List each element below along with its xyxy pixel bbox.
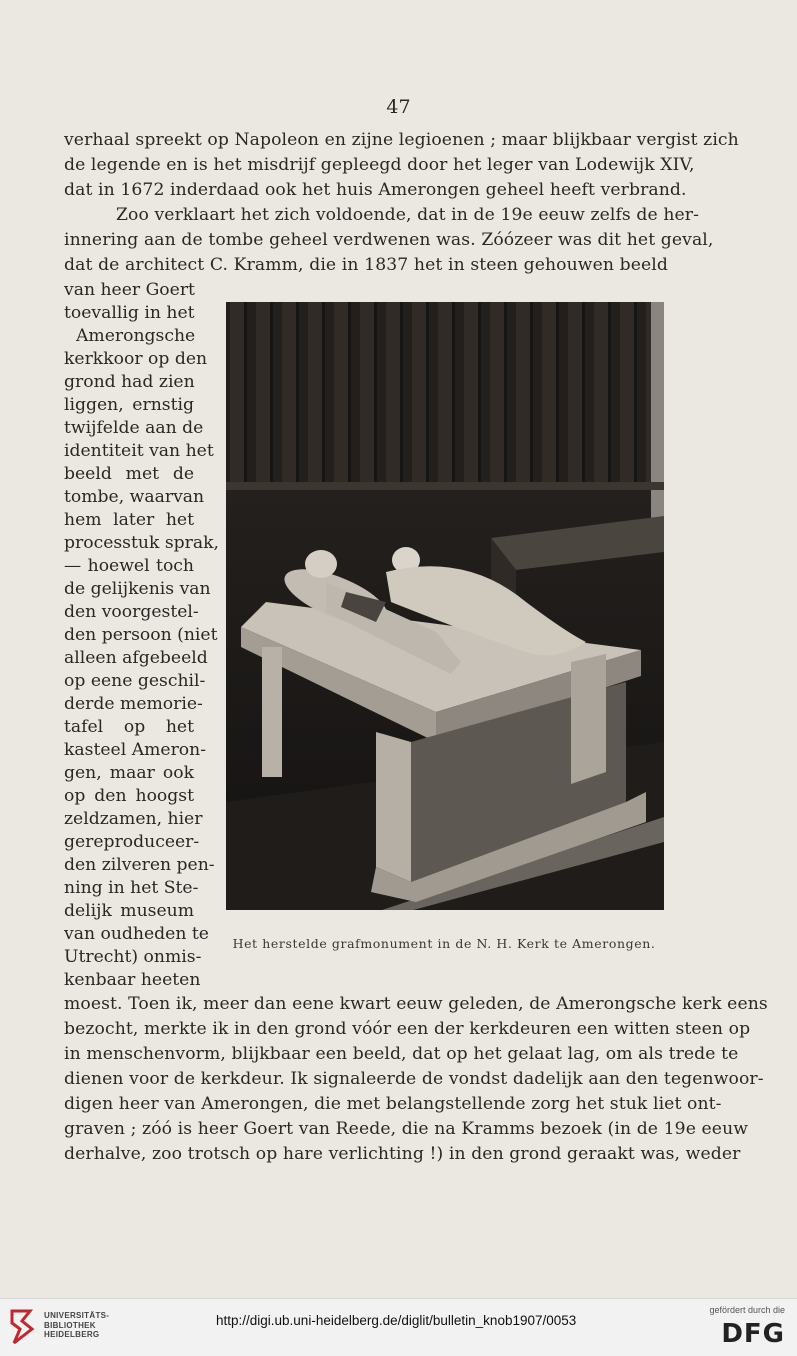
library-name-line: UNIVERSITÄTS- xyxy=(44,1311,110,1320)
figure-caption: Het herstelde grafmonument in de N. H. Kerk te Amerongen. xyxy=(232,936,656,951)
text-line: kasteel Ameron- xyxy=(64,740,207,760)
page-number: 47 xyxy=(386,96,411,118)
library-name-line: BIBLIOTHEK xyxy=(44,1320,96,1330)
text-line: dat de architect C. Kramm, die in 1837 het in steen gehouwen beeld xyxy=(64,255,668,275)
text-line: de gelijkenis van xyxy=(64,579,211,599)
text-line: zeldzamen, hier xyxy=(64,809,203,829)
text-line: gereproduceer- xyxy=(64,832,200,852)
text-line: den zilveren pen- xyxy=(64,855,215,875)
text-line: — hoewel toch xyxy=(64,556,194,576)
text-line: kerkkoor op den xyxy=(64,349,208,369)
text-line: grond had zien xyxy=(64,372,195,392)
text-line: Zoo verklaart het zich voldoende, dat in de 19e eeuw zelfs de her- xyxy=(116,205,700,225)
text-line: hem later het xyxy=(64,510,194,530)
text-line: gen, maar ook xyxy=(64,763,194,783)
source-url-link[interactable]: http://digi.ub.uni-heidelberg.de/diglit/bulletin_knob1907/0053 xyxy=(216,1313,577,1328)
text-line: in menschenvorm, blijkbaar een beeld, dat op het gelaat lag, om als trede te xyxy=(64,1044,739,1064)
text-line: op eene geschil- xyxy=(64,671,206,691)
text-line: den voorgestel- xyxy=(64,602,199,622)
text-line: Utrecht) onmis- xyxy=(64,947,202,967)
tomb-photo-illustration xyxy=(226,302,664,910)
library-name xyxy=(44,1311,109,1340)
text-line: delijk museum xyxy=(64,901,194,921)
text-line: ning in het Ste- xyxy=(64,878,199,898)
text-line: tafel op het xyxy=(64,717,194,737)
text-line: beeld met de xyxy=(64,464,194,484)
text-line: bezocht, merkte ik in den grond vóór een der kerkdeuren een witten steen op xyxy=(64,1019,751,1039)
text-line: digen heer van Amerongen, die met belangstellende zorg het stuk liet ont- xyxy=(64,1094,722,1114)
text-line: van heer Goert xyxy=(64,280,195,300)
text-line: twijfelde aan de xyxy=(64,418,204,438)
text-line: toevallig in het xyxy=(64,303,195,323)
footer-bar xyxy=(0,1298,797,1356)
sponsor-label: gefördert durch die xyxy=(709,1305,785,1315)
library-logo-icon xyxy=(8,1307,36,1347)
text-line: innering aan de tombe geheel verdwenen was. Zóózeer was dit het geval, xyxy=(64,230,714,250)
text-line: moest. Toen ik, meer dan eene kwart eeuw geleden, de Amerongsche kerk eens xyxy=(64,994,768,1014)
text-line: van oudheden te xyxy=(64,924,209,944)
text-line: dat in 1672 inderdaad ook het huis Amerongen geheel heeft verbrand. xyxy=(64,180,687,200)
text-line: derde memorie- xyxy=(64,694,203,714)
library-name-line: HEIDELBERG xyxy=(44,1330,100,1339)
text-line: graven ; zóó is heer Goert van Reede, die na Kramms bezoek (in de 19e eeuw xyxy=(64,1119,749,1139)
text-line: kenbaar heeten xyxy=(64,970,201,990)
text-line: derhalve, zoo trotsch op hare verlichting !) in den grond geraakt was, weder xyxy=(64,1144,741,1164)
tomb-monument-photo xyxy=(226,302,664,910)
text-line: verhaal spreekt op Napoleon en zijne legioenen ; maar blijkbaar vergist zich xyxy=(64,130,739,150)
text-line: de legende en is het misdrijf gepleegd door het leger van Lodewijk XIV, xyxy=(64,155,695,175)
text-line: op den hoogst xyxy=(64,786,194,806)
text-line: alleen afgebeeld xyxy=(64,648,208,668)
text-line: tombe, waarvan xyxy=(64,487,205,507)
text-line: identiteit van het xyxy=(64,441,214,461)
text-line: processtuk sprak, xyxy=(64,533,220,553)
dfg-logo: DFG xyxy=(721,1319,785,1349)
text-line: dienen voor de kerkdeur. Ik signaleerde de vondst dadelijk aan den tegenwoor- xyxy=(64,1069,764,1089)
text-line: liggen, ernstig xyxy=(64,395,194,415)
text-line: den persoon (niet xyxy=(64,625,218,645)
text-line: Amerongsche xyxy=(76,326,196,346)
